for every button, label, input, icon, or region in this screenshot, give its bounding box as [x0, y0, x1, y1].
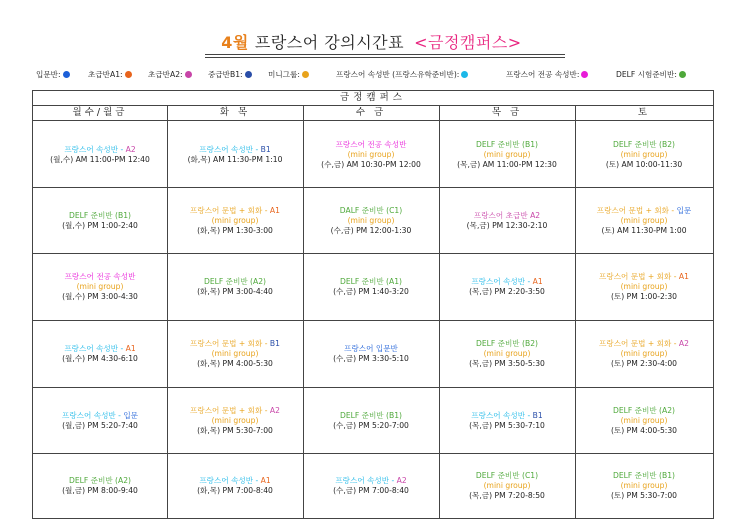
- legend-color-dot: [185, 71, 192, 78]
- class-title: [65, 272, 136, 282]
- class-cell: [167, 388, 303, 453]
- class-title-segment: B1: [260, 144, 271, 154]
- class-cell: [33, 321, 167, 387]
- mini-group-label: (mini group): [483, 481, 531, 490]
- class-title-segment: DELF 준비반 (A1): [339, 277, 403, 286]
- legend-item: [36, 69, 70, 80]
- class-time: (화,목) PM 7:00-8:40: [197, 486, 273, 495]
- mini-group-label: (mini group): [483, 149, 531, 159]
- class-title: [340, 277, 402, 287]
- column-divider: [575, 106, 576, 518]
- class-title-segment: DELF 준비반 (B1): [612, 471, 676, 480]
- class-title-segment: 프랑스어 문법 + 회화 -: [190, 405, 270, 415]
- title-underline-2: [205, 57, 565, 58]
- mini-group-label: (mini group): [620, 282, 668, 291]
- class-time: (월,수) PM 1:00-2:40: [62, 220, 138, 230]
- class-title-segment: 프랑스어 문법 + 회화 -: [599, 339, 679, 348]
- class-title: [190, 406, 280, 416]
- class-time: (토) PM 5:30-7:00: [610, 491, 678, 500]
- class-title-segment: 프랑스어 전공 속성반: [64, 272, 136, 281]
- class-title-segment: A1: [678, 272, 689, 281]
- class-cell: [33, 188, 167, 253]
- class-title-segment: DELF 준비반 (A2): [612, 405, 676, 415]
- class-time: (화,목) PM 4:00-5:30: [197, 359, 273, 368]
- class-cell: [575, 321, 713, 387]
- title-campus: <금정캠퍼스>: [414, 33, 522, 52]
- class-title: [199, 476, 270, 486]
- mini-group-label: (mini group): [211, 415, 259, 425]
- class-title: [597, 206, 692, 216]
- class-time: (목,금) PM 7:20-8:50: [469, 491, 545, 500]
- column-divider: [303, 106, 304, 518]
- class-time: (목,금) PM 2:20-3:50: [469, 287, 545, 296]
- class-title: [599, 272, 689, 282]
- class-cell: [167, 122, 303, 187]
- class-title: [340, 206, 402, 216]
- class-title-segment: 프랑스어 입문반: [344, 344, 398, 353]
- mini-group-label: (mini group): [347, 215, 395, 225]
- class-title: [471, 411, 542, 421]
- class-time: (목,금) AM 11:00-PM 12:30: [457, 159, 557, 169]
- day-header: 목 금: [491, 107, 523, 118]
- class-title-segment: 프랑스어 속성반 -: [199, 476, 261, 485]
- mini-group-label: (mini group): [620, 149, 668, 159]
- class-title: [476, 471, 538, 481]
- class-title: [335, 476, 406, 486]
- class-cell: [303, 321, 439, 387]
- class-title-segment: 프랑스어 문법 + 회화 -: [190, 339, 270, 348]
- class-cell: [33, 254, 167, 320]
- legend-color-dot: [245, 71, 252, 78]
- class-title-segment: A1: [125, 344, 136, 353]
- class-time: (월,수) PM 3:00-4:30: [62, 292, 138, 301]
- class-title: [199, 145, 270, 155]
- class-time: (토) AM 11:30-PM 1:00: [601, 225, 687, 235]
- class-cell: [303, 254, 439, 320]
- day-header: 수 금: [355, 107, 387, 118]
- row-divider: [33, 387, 713, 388]
- class-title-segment: DELF 준비반 (C1): [475, 471, 539, 480]
- class-title-segment: 입문: [123, 410, 138, 420]
- class-title-segment: 입문: [676, 205, 692, 215]
- class-title-segment: DELF 준비반 (B1): [68, 210, 132, 220]
- legend-item: [268, 69, 309, 80]
- class-title-segment: 프랑스어 속성반 -: [64, 344, 126, 353]
- class-title-segment: A1: [532, 277, 543, 286]
- class-title: [190, 206, 280, 216]
- class-title-segment: A1: [269, 205, 280, 215]
- class-cell: [33, 454, 167, 518]
- class-title-segment: 프랑스어 속성반 -: [64, 144, 126, 154]
- mini-group-label: (mini group): [211, 215, 259, 225]
- class-title-segment: DELF 준비반 (A2): [203, 277, 267, 286]
- mini-group-label: (mini group): [347, 149, 395, 159]
- class-time: (토) PM 4:00-5:30: [610, 425, 678, 435]
- class-time: (토) AM 10:00-11:30: [605, 159, 683, 169]
- class-title: [613, 406, 675, 416]
- mini-group-label: (mini group): [620, 415, 668, 425]
- class-title: [474, 211, 540, 221]
- class-time: (수,금) AM 10:30-PM 12:00: [321, 159, 421, 169]
- class-title-segment: 프랑스어 초급반 A2: [473, 210, 541, 220]
- class-title: [340, 411, 402, 421]
- day-header: 화 목: [219, 107, 251, 118]
- class-title-segment: B1: [269, 339, 280, 348]
- class-cell: [439, 388, 575, 453]
- class-title: [476, 140, 538, 150]
- class-cell: [575, 122, 713, 187]
- day-header-row: [33, 106, 713, 121]
- mini-group-label: (mini group): [620, 215, 668, 225]
- class-title-segment: 프랑스어 속성반 -: [471, 277, 533, 286]
- class-title: [62, 411, 138, 421]
- class-time: (토) PM 1:00-2:30: [610, 292, 678, 301]
- page-title: [0, 30, 743, 53]
- class-title-segment: 프랑스어 속성반 -: [471, 410, 533, 420]
- legend-label: 미니그룹:: [268, 70, 300, 79]
- legend-item: [208, 69, 252, 80]
- class-title-segment: A1: [260, 476, 271, 485]
- class-cell: [575, 188, 713, 253]
- class-cell: [167, 254, 303, 320]
- class-cell: [33, 388, 167, 453]
- legend-color-dot: [125, 71, 132, 78]
- class-title: [190, 339, 280, 349]
- class-time: (화,목) PM 5:30-7:00: [197, 425, 273, 435]
- class-cell: [439, 254, 575, 320]
- class-title-segment: DELF 준비반 (B1): [475, 139, 539, 149]
- class-title-segment: 프랑스어 문법 + 회화 -: [596, 205, 677, 215]
- legend-label: 입문반:: [36, 70, 61, 79]
- class-time: (목,금) PM 5:30-7:10: [469, 420, 545, 430]
- class-title: [613, 140, 675, 150]
- class-time: (수,금) PM 12:00-1:30: [330, 225, 412, 235]
- class-time: (목,금) PM 12:30-2:10: [466, 220, 548, 230]
- legend-label: DELF 시험준비반:: [616, 70, 677, 79]
- class-time: (화,목) PM 1:30-3:00: [197, 225, 273, 235]
- legend-item: [88, 69, 132, 80]
- column-divider: [439, 106, 440, 518]
- class-title: [613, 471, 675, 481]
- legend-item: [148, 69, 192, 80]
- campus-header: 금정캠퍼스: [33, 91, 713, 106]
- class-title-segment: 프랑스어 속성반 -: [335, 476, 397, 485]
- class-title-segment: 프랑스어 문법 + 회화 -: [599, 272, 679, 281]
- class-title-segment: DELF 준비반 (A2): [68, 476, 132, 485]
- legend-item: [336, 69, 468, 80]
- class-title-segment: DELF 준비반 (B1): [339, 410, 403, 420]
- class-cell: [167, 321, 303, 387]
- class-title: [336, 140, 407, 150]
- class-title-segment: 프랑스어 속성반 -: [61, 410, 124, 420]
- class-cell: [575, 254, 713, 320]
- legend-label: 중급반B1:: [208, 70, 243, 79]
- legend-label: 초급반A1:: [88, 70, 123, 79]
- class-title: [344, 344, 398, 354]
- class-time: (월,금) PM 8:00-9:40: [62, 486, 138, 495]
- day-header: 월수/월금: [72, 107, 128, 118]
- legend-color-dot: [581, 71, 588, 78]
- class-cell: [303, 122, 439, 187]
- title-month: 4월: [221, 33, 249, 52]
- class-title-segment: DELF 준비반 (B2): [612, 139, 676, 149]
- class-time: (월,수) AM 11:00-PM 12:40: [50, 154, 150, 164]
- row-divider: [33, 453, 713, 454]
- class-title-segment: A2: [396, 476, 407, 485]
- class-title: [599, 339, 689, 349]
- mini-group-label: (mini group): [620, 481, 668, 490]
- legend-item: [506, 69, 588, 80]
- class-title: [69, 211, 131, 221]
- class-cell: [575, 388, 713, 453]
- class-cell: [439, 321, 575, 387]
- class-time: (수,금) PM 3:30-5:10: [333, 354, 409, 363]
- class-title-segment: A2: [125, 144, 136, 154]
- class-title-segment: B1: [532, 410, 543, 420]
- class-time: (월,수) PM 4:30-6:10: [62, 354, 138, 363]
- legend-color-dot: [461, 71, 468, 78]
- legend-color-dot: [63, 71, 70, 78]
- class-cell: [439, 188, 575, 253]
- class-title: [476, 339, 538, 349]
- class-title: [64, 145, 135, 155]
- day-header: 토: [637, 107, 651, 118]
- row-divider: [33, 187, 713, 188]
- class-cell: [303, 454, 439, 518]
- class-title: [64, 344, 135, 354]
- class-time: (목,금) PM 3:50-5:30: [469, 359, 545, 368]
- class-title-segment: 프랑스어 문법 + 회화 -: [190, 205, 270, 215]
- row-divider: [33, 253, 713, 254]
- legend-label: 초급반A2:: [148, 70, 183, 79]
- column-divider: [167, 106, 168, 518]
- class-cell: [167, 454, 303, 518]
- legend-color-dot: [302, 71, 309, 78]
- legend-item: [616, 69, 686, 80]
- class-time: (수,금) PM 5:20-7:00: [333, 420, 409, 430]
- class-cell: [439, 122, 575, 187]
- mini-group-label: (mini group): [483, 349, 531, 358]
- class-title-segment: 프랑스어 전공 속성반: [335, 139, 407, 149]
- class-title: [69, 476, 131, 486]
- row-divider: [33, 320, 713, 321]
- legend-label: 프랑스어 속성반 (프랑스유학준비반):: [336, 70, 460, 79]
- class-time: (토) PM 2:30-4:00: [610, 359, 678, 368]
- class-cell: [33, 122, 167, 187]
- legend-color-dot: [679, 71, 686, 78]
- legend-label: 프랑스어 전공 속성반:: [506, 70, 580, 79]
- class-cell: [167, 188, 303, 253]
- class-title-segment: DELF 준비반 (B2): [475, 339, 539, 348]
- class-time: (화,목) AM 11:30-PM 1:10: [187, 154, 283, 164]
- class-title-segment: DALF 준비반 (C1): [339, 205, 403, 215]
- mini-group-label: (mini group): [211, 349, 259, 358]
- class-time: (수,금) PM 7:00-8:40: [333, 486, 409, 495]
- class-cell: [303, 388, 439, 453]
- class-cell: [439, 454, 575, 518]
- class-title: [204, 277, 266, 287]
- class-title: [471, 277, 542, 287]
- title-underline: [205, 54, 565, 55]
- class-time: (월,금) PM 5:20-7:40: [62, 420, 138, 430]
- title-main: 프랑스어 강의시간표: [254, 33, 405, 52]
- mini-group-label: (mini group): [76, 282, 124, 291]
- class-title-segment: A2: [269, 405, 280, 415]
- legend: [36, 69, 716, 81]
- mini-group-label: (mini group): [620, 349, 668, 358]
- class-title-segment: 프랑스어 속성반 -: [199, 144, 261, 154]
- timetable: [32, 90, 714, 519]
- class-cell: [575, 454, 713, 518]
- class-cell: [303, 188, 439, 253]
- class-time: (화,목) PM 3:00-4:40: [197, 287, 273, 296]
- class-time: (수,금) PM 1:40-3:20: [333, 287, 409, 296]
- class-title-segment: A2: [678, 339, 689, 348]
